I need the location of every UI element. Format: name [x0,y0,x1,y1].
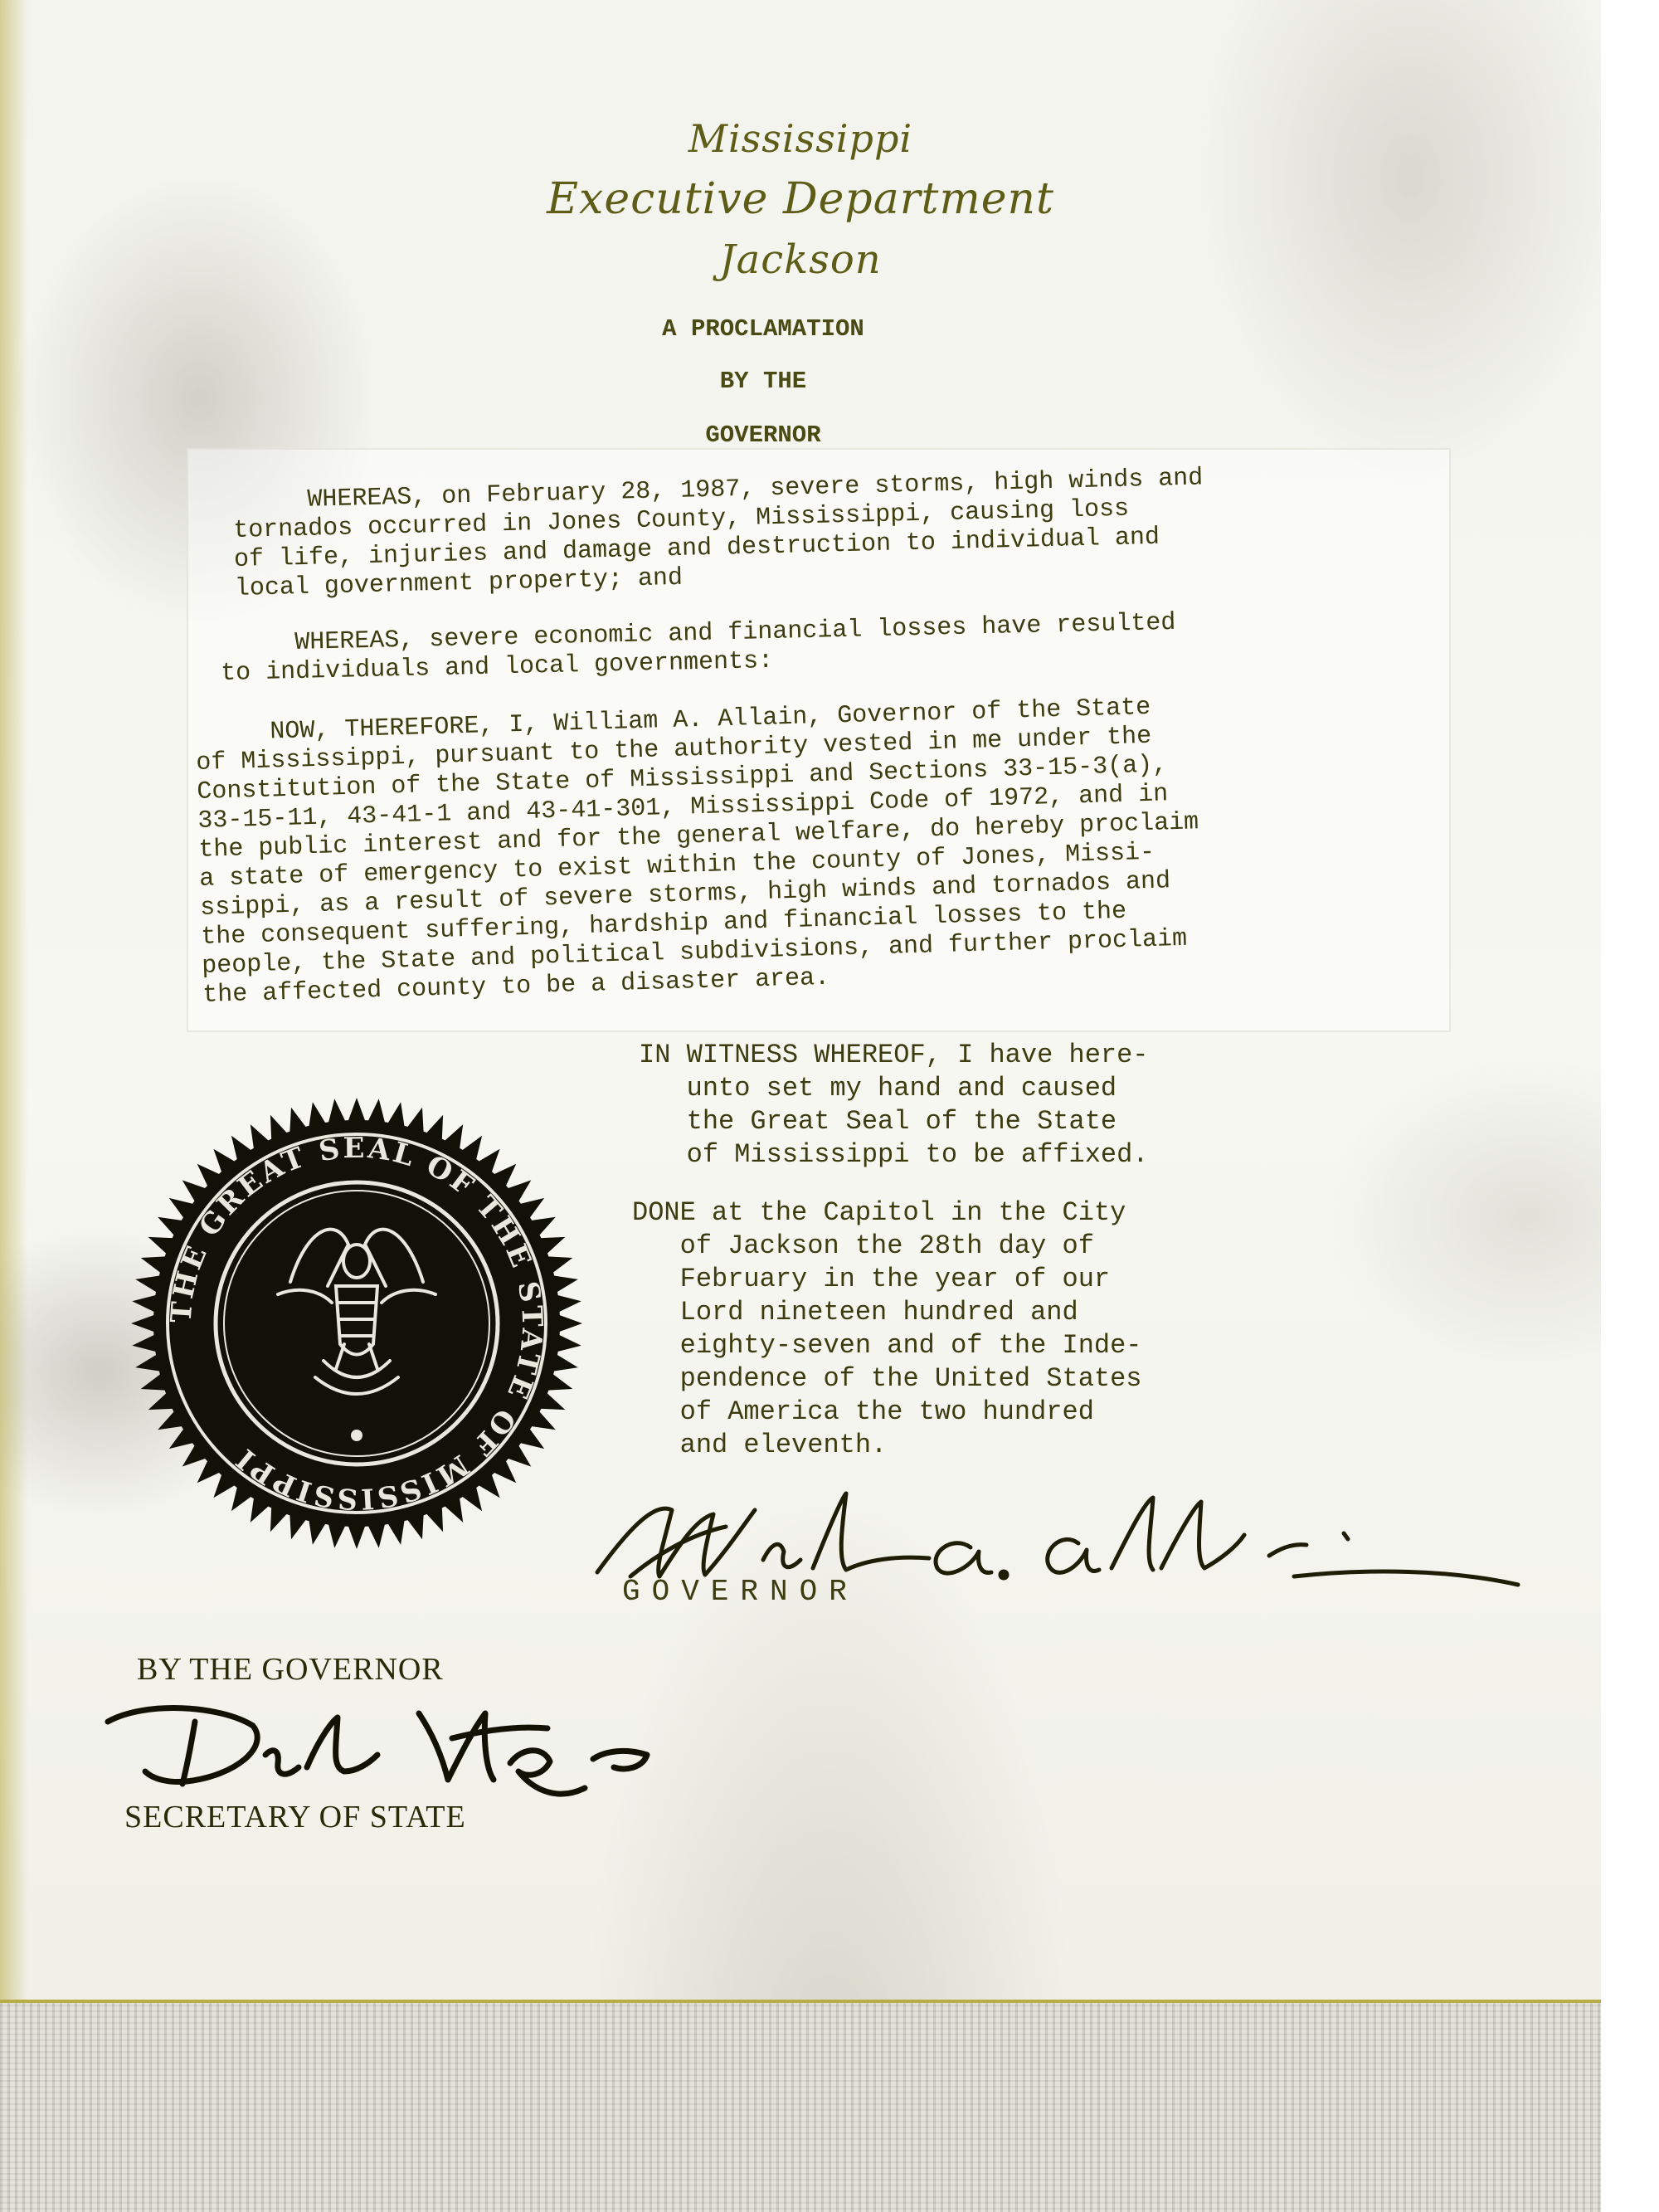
seal-inscription: THE GREAT SEAL OF THE STATE OF MISSISSIPPI [164,1131,549,1516]
secretary-of-state-label: SECRETARY OF STATE [124,1800,466,1834]
proclamation-title: A PROCLAMATION [662,315,864,343]
proclamation-by: BY THE [719,368,807,395]
done-clause: DONE at the Capitol in the City of Jackson the 28th day of February in the year of our Lord nineteen hundred and eighty-seven and of the Inde- pendence of the United States of America the two hundred and eleventh. [632,1197,1142,1460]
witness-clause: IN WITNESS WHEREOF, I have here- unto set my hand and caused the Great Seal of the State of Mississippi to be affixed. [639,1040,1149,1170]
now-therefore-paragraph: NOW, THEREFORE, I, William A. Allain, Governor of the State of Mississippi, pursuant to the authority vested in me under the Constitution of the State of Mississippi and Sections 33-15-3(a), 33-15-11, 43-41-1 and 43-41-301, Mississippi Code of 1972, and in the public interest and for the general welfare, do hereby proclaim a state of emergency to exist within the county of Jones, Missi- ssippi, as a result of severe storms, high winds and tornados and the consequent suffering, hardship and financial losses to the people, the State and political subdivisions, and further proclaim the affected county to be a disaster area. [195,693,1199,1010]
proclamation-governor: GOVERNOR [705,421,821,449]
by-the-governor-label: BY THE GOVERNOR [137,1652,444,1687]
right-margin [1601,0,1659,2212]
great-seal-icon [124,1079,589,1568]
whereas-paragraph-1: WHEREAS, on February 28, 1987, severe storms, high winds and tornados occurred in Jones County, Mississippi, causing loss of life, injuries and damage and destruction to individual and local government property; and [232,464,1204,603]
paper-edge-stain [0,0,28,2000]
secretary-signature [95,1688,659,1809]
header-city: Jackson [719,236,882,283]
header-state: Mississippi [688,116,913,161]
bottom-scan-band [0,2000,1601,2212]
governor-label: GOVERNOR [622,1575,859,1609]
header-department: Executive Department [547,174,1054,224]
whereas-paragraph-2: WHEREAS, severe economic and financial losses have resulted to individuals and local governments: [220,608,1176,688]
